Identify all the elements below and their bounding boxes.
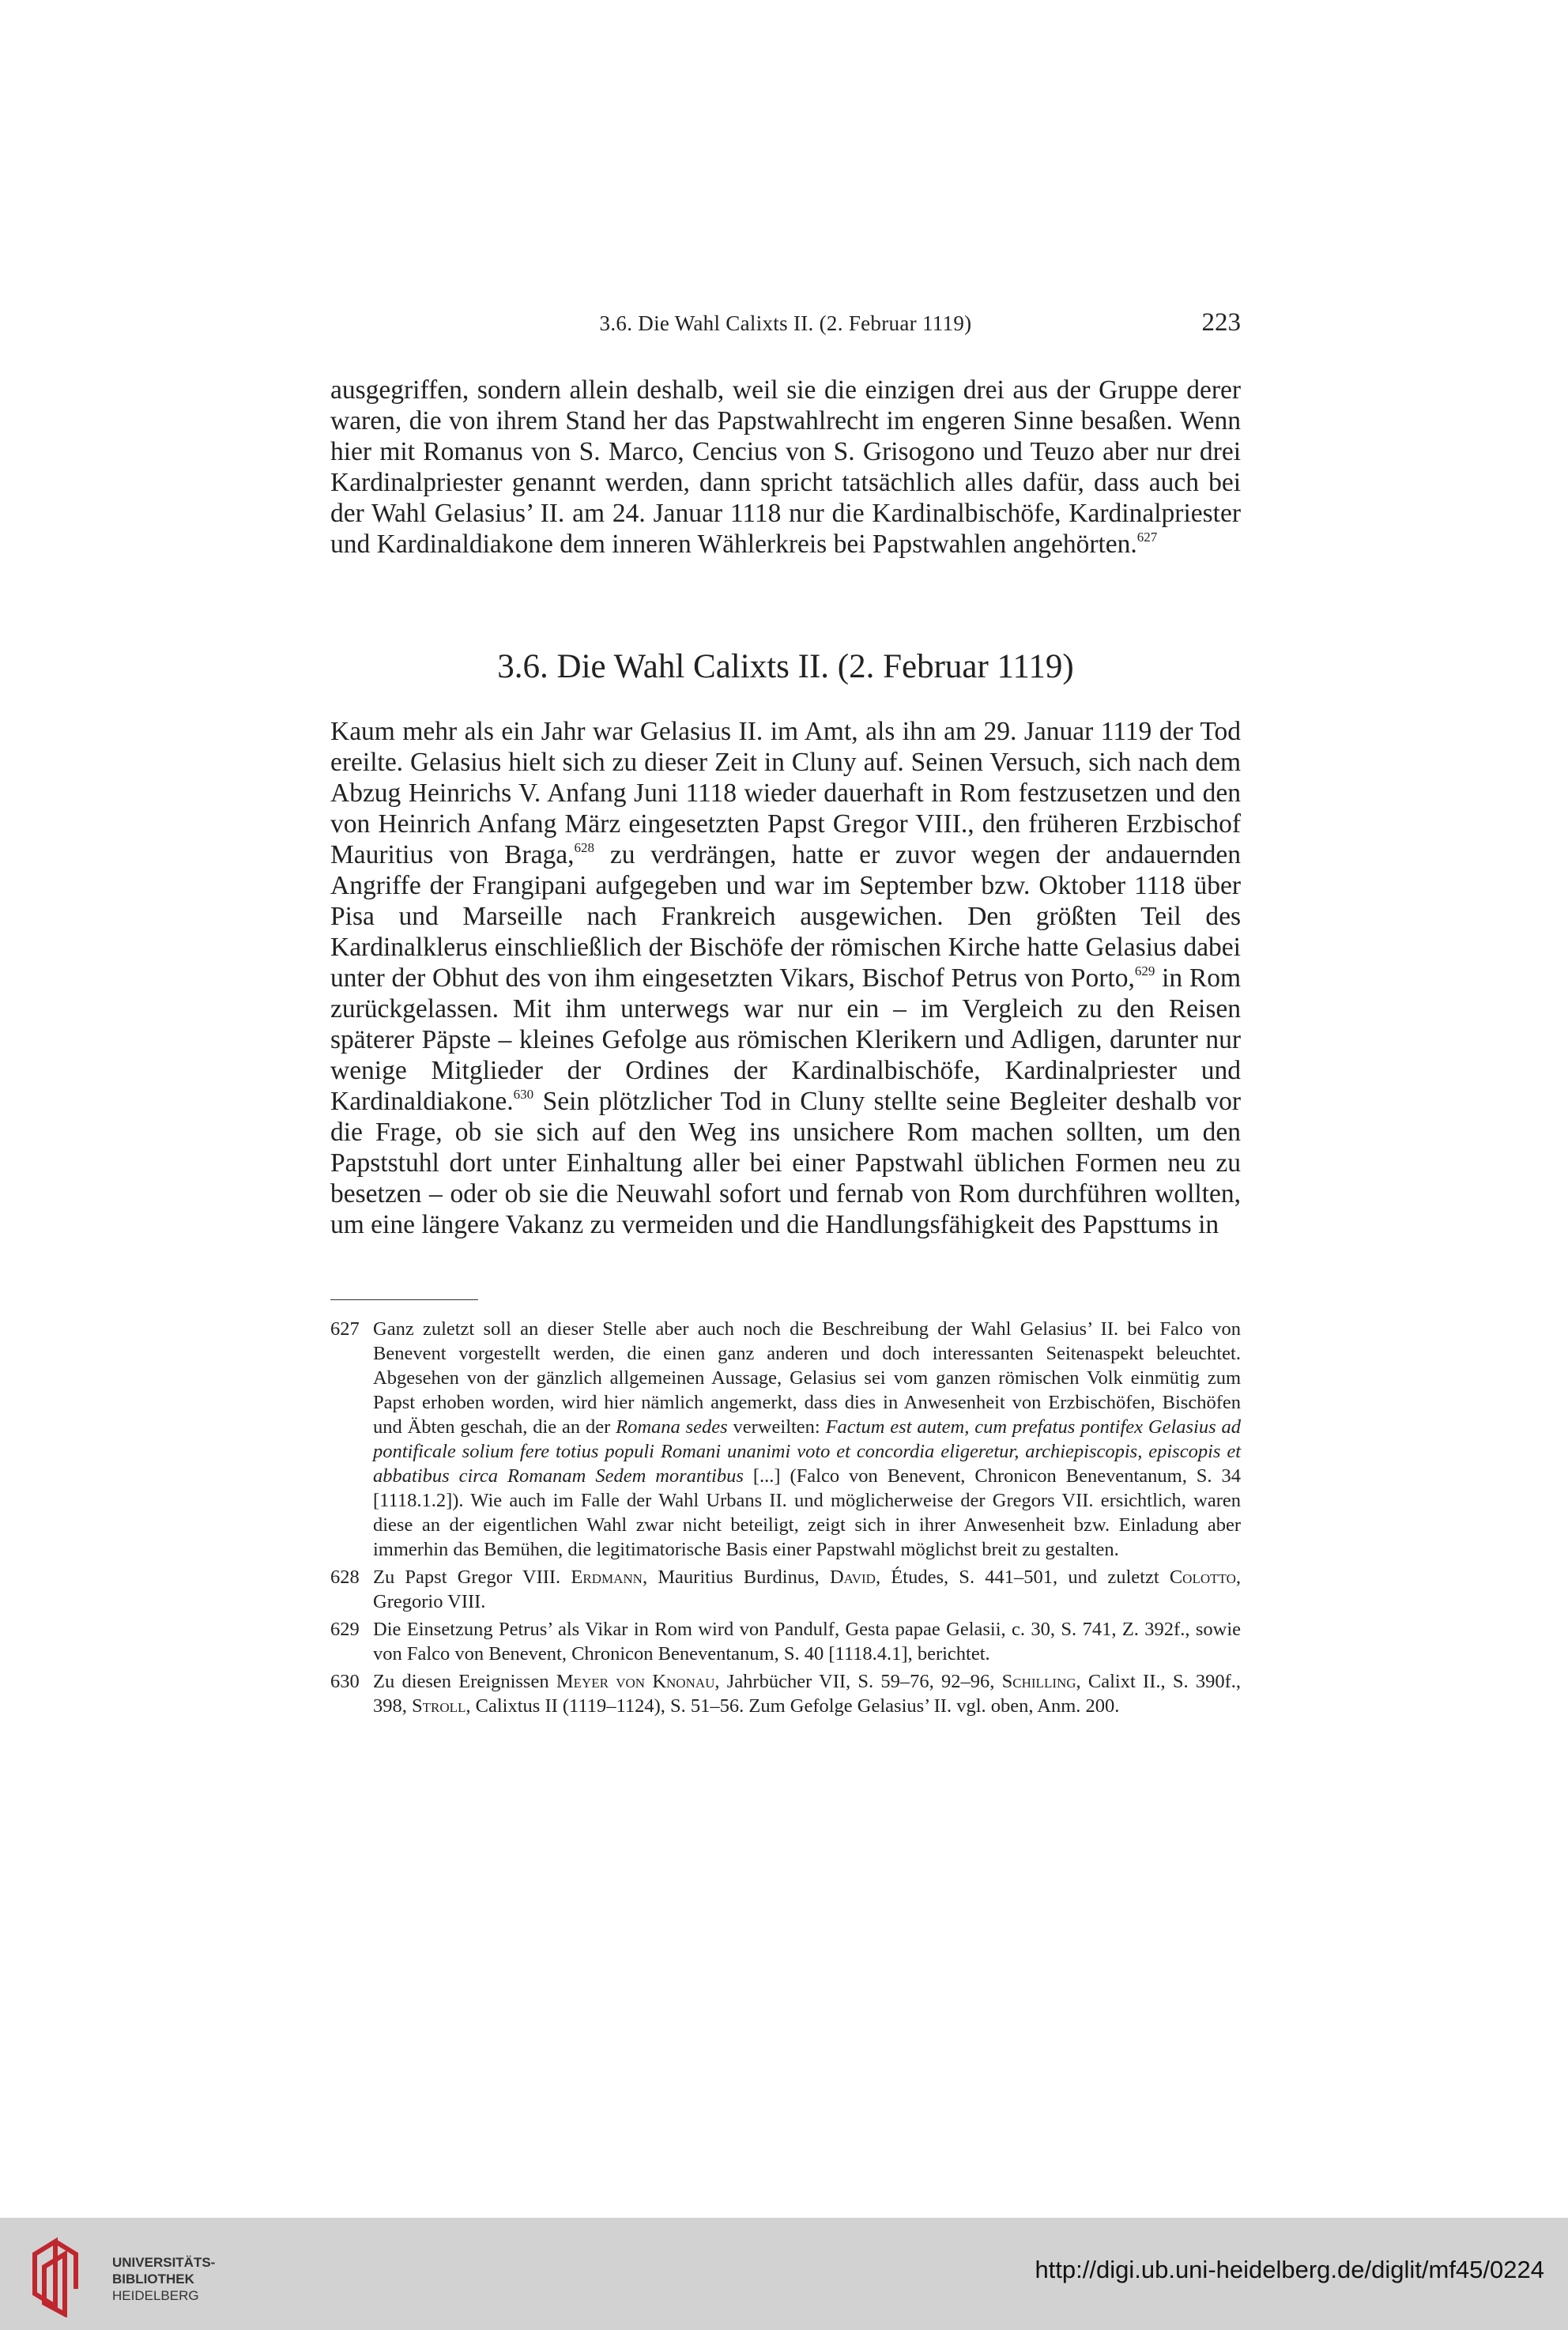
- footnote-text: [373, 1317, 1241, 1562]
- footnote-text-part: Zu Papst Gregor VIII.: [373, 1567, 571, 1588]
- paragraph-text: zu verdrängen, hatte er zuvor wegen der andauernden Angriffe der Frangipani aufgegeben und war im September bzw. Oktober 1118 über Pisa und Marseille nach Frankreich ausgewichen. Den größten Teil des Kardinalklerus einschließlich der Bischöfe der römischen Kirche hatte Gelasius dabei unter der Obhut des von ihm eingesetzten Vikars, Bischof Petrus von Porto,: [330, 840, 1241, 993]
- footnote-text-part: Ganz zuletzt soll an dieser Stelle aber auch noch die Beschreibung der Wahl Gelasius’ II. bei Falco von Benevent vorgestellt werden, die einen ganz anderen und doch interessanten Seitenaspekt beleuchtet. Abgesehen von der gänzlich allgemeinen Aussage, Gelasius sei vom ganzen römischen Volk einmütig zum Papst erhoben worden, wird hier nämlich angemerkt, dass dies in Anwesenheit von Erzbischöfen, Bischöfen und Äbten geschah, die an der: [373, 1318, 1241, 1438]
- library-logo[interactable]: [24, 2230, 229, 2317]
- library-logo-icon: [24, 2230, 95, 2317]
- section-heading: 3.6. Die Wahl Calixts II. (2. Februar 1119): [497, 648, 1074, 685]
- footnote-text: Die Einsetzung Petrus’ als Vikar in Rom wird von Pandulf, Gesta papae Gelasii, c. 30, S. 741, Z. 392f., sowie von Falco von Benevent, Chronicon Beneventanum, S. 40 [1118.4.1], berichtet.: [373, 1619, 1241, 1665]
- footnote-text-part: [...] (Falco von Benevent, Chronicon Beneventanum, S. 34 [1118.1.2]). Wie auch im Falle der Wahl Urbans II. und möglicherweise der Gregors VII. ersichtlich, waren diese an der eigentlichen Wahl zwar nicht beteiligt, zeigt sich in ihrer Anwesenheit bzw. Einladung aber immerhin das Bemühen, die legitimatorische Basis einer Papstwahl möglichst breit zu gestalten.: [373, 1465, 1242, 1560]
- footnote-italic: Romana sedes: [616, 1416, 728, 1438]
- footnote-text-part: , Calixt II., S. 390f., 398,: [373, 1671, 1241, 1717]
- footnote-text: [373, 1669, 1241, 1718]
- footnote-italic: Factum est autem, cum prefatus pontifex Gelasius ad pontificale solium fere totius populi Romani unanimi voto et concordia eligeretur, archiepiscopis, episcopis et abbatibus circa Romanam Sedem morantibus: [373, 1416, 1241, 1487]
- logo-line: BIBLIOTHEK: [112, 2272, 194, 2287]
- footnote-text-part: , Études, S. 441–501, und zuletzt: [875, 1567, 1170, 1588]
- footnote-ref-630[interactable]: 630: [513, 1087, 534, 1102]
- footnote-text-part: verweilten:: [727, 1416, 826, 1438]
- viewer-footer-bar: [0, 2218, 1568, 2330]
- paragraph-continuation: [330, 375, 1241, 560]
- footnotes: [330, 1317, 1241, 1721]
- paragraph-text: Kaum mehr als ein Jahr war Gelasius II. im Amt, als ihn am 29. Januar 1119 der Tod ereilte. Gelasius hielt sich zu dieser Zeit in Cluny auf. Seinen Versuch, sich nach dem Abzug Heinrichs V. Anfang Juni 1118 wieder dauerhaft in Rom festzusetzen und den von Heinrich Anfang März eingesetzten Papst Gregor VIII., den früheren Erzbischof Mauritius von Braga,: [330, 717, 1241, 869]
- paragraph-main: [330, 716, 1241, 1240]
- author-name: Colotto: [1169, 1567, 1236, 1588]
- footnote-text-part: , Calixtus II (1119–1124), S. 51–56. Zum Gefolge Gelasius’ II. vgl. oben, Anm. 200.: [466, 1695, 1120, 1717]
- logo-line: HEIDELBERG: [112, 2288, 199, 2303]
- footnote-630: [330, 1669, 1241, 1718]
- footnote-629: [330, 1617, 1241, 1666]
- permalink-url[interactable]: http://digi.ub.uni-heidelberg.de/diglit/mf45/0224: [1035, 2256, 1544, 2283]
- author-name: Erdmann: [571, 1567, 643, 1588]
- footnote-text-part: , Mauritius Burdinus,: [642, 1567, 830, 1588]
- footnote-text-part: Zu diesen Ereignissen: [373, 1671, 556, 1692]
- footnote-number: 628: [330, 1567, 360, 1588]
- paragraph-text: Sein plötzlicher Tod in Cluny stellte seine Begleiter deshalb vor die Frage, ob sie sich auf den Weg ins unsichere Rom machen sollten, um den Papststuhl dort unter Einhaltung aller bei einer Papstwahl üblichen Formen neu zu besetzen – oder ob sie die Neuwahl sofort und fernab von Rom durchführen wollten, um eine längere Vakanz zu vermeiden und die Handlungsfähigkeit des Papsttums in: [330, 1087, 1241, 1239]
- footnote-number: 629: [330, 1619, 360, 1640]
- footnote-ref-629[interactable]: 629: [1134, 963, 1155, 978]
- running-title: 3.6. Die Wahl Calixts II. (2. Februar 1119): [599, 311, 972, 335]
- footnote-text-part: , Jahrbücher VII, S. 59–76, 92–96,: [714, 1671, 1002, 1692]
- footnote-separator: [330, 1299, 478, 1300]
- footnote-text-part: , Gregorio VIII.: [373, 1567, 1241, 1612]
- running-head: [330, 308, 1241, 343]
- author-name: Schilling: [1001, 1671, 1076, 1692]
- paragraph-text: ausgegriffen, sondern allein deshalb, weil sie die einzigen drei aus der Gruppe derer waren, die von ihrem Stand her das Papstwahlrecht im engeren Sinne besaßen. Wenn hier mit Romanus von S. Marco, Cencius von S. Grisogono und Teuzo aber nur drei Kardinalpriester genannt werden, dann spricht tatsächlich alles dafür, dass auch bei der Wahl Gelasius’ II. am 24. Januar 1118 nur die Kardinalbischöfe, Kardinalpriester und Kardinaldiakone dem inneren Wählerkreis bei Papstwahlen angehörten.: [330, 375, 1241, 559]
- footnote-number: 627: [330, 1318, 360, 1340]
- paragraph-text: in Rom zurückgelassen. Mit ihm unterwegs war nur ein – im Vergleich zu den Reisen späterer Päpste – kleines Gefolge aus römischen Klerikern und Adligen, darunter nur wenige Mitglieder der Ordines der Kardinalbischöfe, Kardinalpriester und Kardinaldiakone.: [330, 963, 1241, 1116]
- author-name: Stroll: [412, 1695, 466, 1717]
- page-number: 223: [1201, 308, 1241, 337]
- footnote-ref-628[interactable]: 628: [574, 840, 595, 855]
- author-name: Meyer von Knonau: [556, 1671, 715, 1692]
- footnote-ref-627[interactable]: 627: [1136, 530, 1158, 545]
- logo-line: UNIVERSITÄTS-: [112, 2255, 216, 2270]
- footnote-627: [330, 1317, 1241, 1562]
- library-logo-text: [112, 2254, 215, 2304]
- footnote-text: [373, 1565, 1241, 1614]
- footnote-number: 630: [330, 1671, 360, 1692]
- author-name: David: [829, 1567, 876, 1588]
- footnote-628: [330, 1565, 1241, 1614]
